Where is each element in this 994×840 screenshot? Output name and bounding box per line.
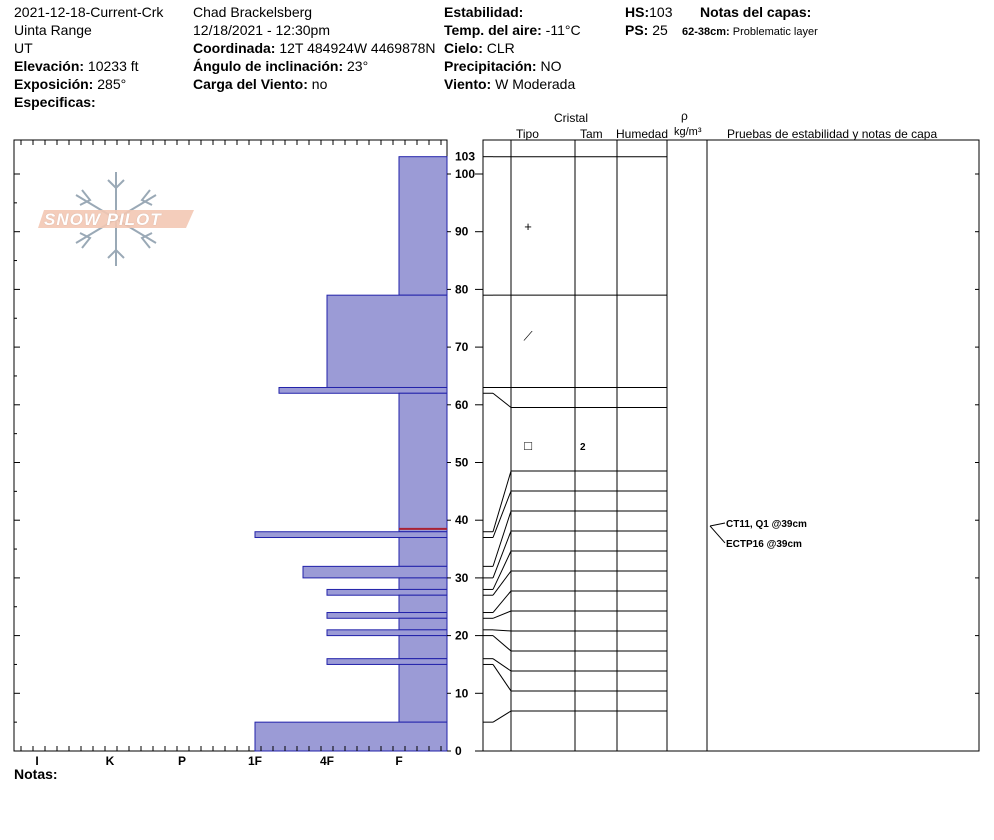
stability-test-arrow <box>710 523 725 526</box>
layer-connector <box>493 491 511 538</box>
coordinate-value: 12T 484924W 4469878N <box>279 40 436 56</box>
air-temp-label: Temp. del aire: <box>444 22 542 38</box>
y-tick-label: 60 <box>455 397 469 412</box>
coordinate-label: Coordinada: <box>193 40 276 56</box>
hardness-bar <box>399 595 447 612</box>
x-tick-label: 4F <box>319 754 335 768</box>
range: Uinta Range <box>14 22 92 38</box>
precip-label: Precipitación: <box>444 58 537 74</box>
x-tick-label: I <box>35 754 39 768</box>
size-heading: Tam <box>580 127 603 141</box>
type-heading: Tipo <box>516 127 539 141</box>
hardness-bar <box>255 722 447 751</box>
rho-heading: ρ <box>681 109 688 123</box>
y-tick-label: 100 <box>455 167 476 181</box>
hardness-bar <box>399 538 447 567</box>
tests-heading: Pruebas de estabilidad y notas de capa <box>727 127 938 141</box>
stability-test-arrow <box>710 526 725 543</box>
layer-connector <box>493 471 511 532</box>
wind-load-label: Carga del Viento: <box>193 76 308 92</box>
hardness-bar <box>399 664 447 722</box>
pit-name: 2021-12-18-Current-Crk <box>14 4 164 20</box>
hardness-bar <box>303 566 447 578</box>
elevation-value: 10233 ft <box>87 58 139 74</box>
observer: Chad Brackelsberg <box>193 4 313 20</box>
hardness-bar <box>255 532 447 538</box>
crystal-type-symbol: □ <box>524 438 532 454</box>
slope-value: 23° <box>347 58 369 74</box>
ps-value: 25 <box>652 22 668 38</box>
density-unit-heading: kg/m³ <box>674 126 702 138</box>
hardness-bar <box>399 157 447 295</box>
layer-connector <box>493 636 511 651</box>
ps-label: PS: <box>625 22 649 38</box>
wind-load-value: no <box>311 76 328 92</box>
hardness-bar <box>279 387 447 393</box>
state: UT <box>14 40 33 56</box>
crystal-type-symbol: + <box>524 218 532 234</box>
crystal-type-symbol: ⟋ <box>523 328 533 344</box>
hardness-bar <box>327 630 447 636</box>
hardness-bar <box>327 589 447 595</box>
layer-connector <box>493 393 511 407</box>
notes-label: Notas: <box>14 766 58 782</box>
layer-note-range: 62-38cm: <box>682 26 730 38</box>
y-tick-label: 20 <box>455 628 469 643</box>
hardness-bar <box>327 659 447 665</box>
y-top-label: 103 <box>455 149 476 164</box>
layer-connector <box>493 611 511 618</box>
hardness-bar <box>399 578 447 590</box>
y-tick-label: 70 <box>455 340 469 355</box>
wind-value: W Moderada <box>495 76 576 92</box>
hs-value: 103 <box>649 4 673 20</box>
y-tick-label: 80 <box>455 282 469 297</box>
aspect-value: 285° <box>97 76 127 92</box>
elevation-label: Elevación: <box>14 58 85 74</box>
hardness-bar <box>399 618 447 630</box>
layer-connector <box>493 664 511 691</box>
hardness-bar <box>399 636 447 659</box>
stability-label: Estabilidad: <box>444 4 524 20</box>
wind-label: Viento: <box>444 76 492 92</box>
stability-test-label: ECTP16 @39cm <box>726 538 802 550</box>
layer-table-frame <box>483 140 979 751</box>
layer-note-text: Problematic layer <box>732 26 818 38</box>
hardness-bar <box>399 393 447 531</box>
aspect-label: Exposición: <box>14 76 94 92</box>
hs-label: HS: <box>625 4 650 20</box>
crystal-heading: Cristal <box>554 111 589 125</box>
y-tick-label: 50 <box>455 455 469 470</box>
layer-connector <box>493 711 511 722</box>
air-temp-value: -11°C <box>545 22 581 38</box>
x-tick-label: P <box>177 754 187 768</box>
precip-value: NO <box>540 58 562 74</box>
y-tick-label: 0 <box>455 744 462 758</box>
logo-text: SNOW PILOT <box>44 210 162 229</box>
layer-connector <box>493 591 511 613</box>
y-tick-label: 90 <box>455 224 469 239</box>
layer-connector <box>493 630 511 631</box>
specifics-label: Especificas: <box>14 94 96 110</box>
x-tick-label: 1F <box>247 754 263 768</box>
x-tick-label: K <box>105 754 115 768</box>
x-tick-label: F <box>395 754 403 768</box>
hardness-bar <box>327 613 447 619</box>
hardness-bar <box>327 295 447 387</box>
slope-label: Ángulo de inclinación: <box>193 58 344 74</box>
stability-test-label: CT11, Q1 @39cm <box>726 518 807 530</box>
y-tick-label: 30 <box>455 570 469 585</box>
y-tick-label: 40 <box>455 513 469 528</box>
y-tick-label: 10 <box>455 686 469 701</box>
datetime: 12/18/2021 - 12:30pm <box>193 22 330 38</box>
layer-notes-label: Notas del capas: <box>700 4 812 20</box>
crystal-size: 2 <box>580 442 586 454</box>
sky-value: CLR <box>486 40 515 56</box>
moisture-heading: Humedad <box>616 127 669 141</box>
sky-label: Cielo: <box>444 40 483 56</box>
